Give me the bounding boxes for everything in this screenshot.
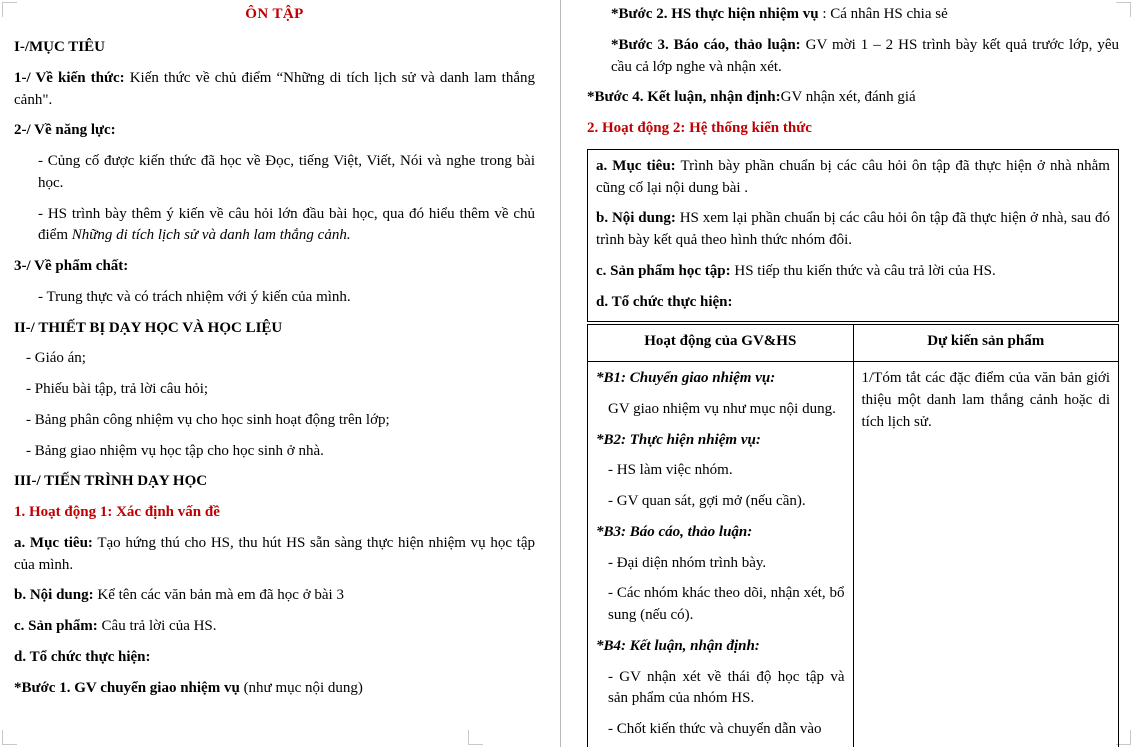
activity-1-step-4 (587, 87, 1119, 109)
label-activity-2-objective: a. Mục tiêu: (596, 157, 676, 174)
label-activity-2-content: b. Nội dung: (596, 210, 676, 227)
cell-b4-label: *B4: Kết luận, nhận định: (596, 637, 760, 654)
cell-b2-label: *B2: Thực hiện nhiệm vụ: (596, 431, 761, 448)
label-step-3: *Bước 3. Báo cáo, thảo luận: (611, 36, 801, 53)
label-activity-1-objective: a. Mục tiêu: (14, 534, 93, 551)
page-divider (560, 0, 561, 747)
table-header-row (588, 325, 1119, 362)
text-step-1: (như mục nội dung) (239, 679, 363, 696)
text-activity-2-objective: Trình bày phần chuẩn bị các câu hỏi ôn tập đã thực hiện ở nhà nhằm cũng cố lại nội dung bài . (596, 157, 1110, 196)
label-activity-1-product: c. Sản phẩm: (14, 618, 98, 634)
activity-1-product (14, 616, 535, 638)
equipment-item-3: - Bảng phân công nhiệm vụ cho học sinh hoạt động trên lớp; (26, 411, 390, 428)
activity-2-product (596, 261, 1110, 283)
label-activity-2-product: c. Sản phẩm học tập: (596, 262, 731, 279)
left-page-column (0, 0, 553, 747)
activity-1-objective (14, 533, 535, 577)
cell-b2-text-1: - HS làm việc nhóm. (608, 462, 733, 479)
activity-1-step-2 (587, 4, 1119, 26)
activity-1-content (14, 585, 535, 607)
activity-1-heading: 1. Hoạt động 1: Xác định vấn đề (14, 504, 220, 520)
cell-products-text: 1/Tóm tắt các đặc điểm của văn bản giới thiệu một danh lam thắng cảnh hoặc di tích lịch sử. (861, 370, 1110, 430)
activity-2-content (596, 208, 1110, 252)
section-heading-equipment: II-/ THIẾT BỊ DẠY HỌC VÀ HỌC LIỆU (14, 319, 283, 336)
text-step-2: : Cá nhân HS chia sẻ (818, 6, 948, 22)
activity-2-objective (596, 156, 1110, 200)
text-competence-2a: - HS trình bày thêm ý kiến về câu hỏi lớn đầu bài học, qua đó hiểu thêm về chủ điểm (38, 205, 535, 244)
text-competence-2b: Những di tích lịch sử và danh lam thắng cảnh. (71, 227, 351, 244)
cell-b2-text-2: - GV quan sát, gợi mở (nếu cần). (608, 493, 806, 509)
page-title: ÔN TẬP (245, 6, 304, 22)
cell-b1-label: *B1: Chuyển giao nhiệm vụ: (596, 370, 776, 386)
cell-b3-label: *B3: Báo cáo, thảo luận: (596, 523, 753, 540)
activity-2-outer-box (587, 149, 1119, 323)
paragraph-knowledge (14, 68, 535, 112)
table-header-activities: Hoạt động của GV&HS (588, 325, 854, 362)
label-step-2: *Bước 2. HS thực hiện nhiệm vụ (611, 6, 819, 22)
section-heading-process: III-/ TIẾN TRÌNH DẠY HỌC (14, 473, 208, 490)
equipment-item-4: - Bảng giao nhiệm vụ học tập cho học sinh ở nhà. (26, 442, 324, 459)
activity-2-table (587, 324, 1119, 747)
table-header-products: Dự kiến sản phẩm (853, 325, 1119, 362)
text-activity-1-objective: Tạo hứng thú cho HS, thu hút HS sẵn sàng thực hiện nhiệm vụ học tập của mình. (14, 534, 535, 573)
equipment-item-2: - Phiếu bài tập, trả lời câu hỏi; (26, 381, 209, 397)
label-knowledge: 1-/ Về kiến thức: (14, 69, 125, 86)
equipment-item-1: - Giáo án; (26, 350, 86, 367)
section-heading-objectives: I-/MỤC TIÊU (14, 39, 105, 55)
cell-b3-text-2: - Các nhóm khác theo dõi, nhận xét, bổ sung (nếu có). (608, 585, 845, 623)
activity-2-description-row (588, 149, 1119, 322)
label-activity-1-content: b. Nội dung: (14, 587, 94, 604)
text-step-4: GV nhận xét, đánh giá (780, 89, 916, 106)
activity-1-organization: d. Tổ chức thực hiện: (14, 648, 151, 665)
label-competence: 2-/ Về năng lực: (14, 122, 116, 139)
cell-b4-text-2: - Chốt kiến thức và chuyển dẫn vào (608, 721, 822, 737)
activity-2-description-cell (588, 149, 1119, 322)
label-step-4: *Bước 4. Kết luận, nhận định: (587, 89, 781, 106)
cell-b3-text-1: - Đại diện nhóm trình bày. (608, 554, 767, 571)
activity-2-heading: 2. Hoạt động 2: Hệ thống kiến thức (587, 120, 812, 136)
table-cell-activities (588, 362, 854, 747)
paragraph-competence-2 (14, 204, 535, 248)
activity-1-step-1 (14, 678, 535, 700)
text-activity-1-product: Câu trả lời của HS. (97, 618, 217, 634)
cell-b4-text-1: - GV nhận xét về thái độ học tập và sản phẩm của nhóm HS. (608, 668, 845, 707)
label-quality: 3-/ Về phẩm chất: (14, 258, 129, 274)
text-activity-2-content: HS xem lại phần chuẩn bị các câu hỏi ôn tập đã thực hiện ở nhà, sau đó trình bày kết quả theo hình thức nhóm đôi. (596, 210, 1110, 248)
right-page-column (573, 0, 1133, 747)
table-row (588, 362, 1119, 747)
activity-2-organization: d. Tổ chức thực hiện: (596, 293, 733, 310)
text-activity-1-content: Kể tên các văn bản mà em đã học ở bài 3 (93, 587, 344, 604)
activity-1-step-3 (587, 35, 1119, 79)
text-activity-2-product: HS tiếp thu kiến thức và câu trả lời của HS. (730, 262, 996, 279)
paragraph-competence-1: - Củng cố được kiến thức đã học về Đọc, tiếng Việt, Viết, Nói và nghe trong bài học. (38, 153, 535, 191)
table-cell-products (853, 362, 1119, 747)
text-knowledge: Kiến thức về chủ điểm “Những di tích lịch sử và danh lam thắng cảnh". (14, 69, 536, 108)
label-step-1: *Bước 1. GV chuyển giao nhiệm vụ (14, 679, 240, 696)
text-step-3: GV mời 1 – 2 HS trình bày kết quả trước lớp, yêu cầu cả lớp nghe và nhận xét. (611, 36, 1119, 75)
paragraph-quality: - Trung thực và có trách nhiệm với ý kiến của mình. (38, 288, 351, 305)
cell-b1-text: GV giao nhiệm vụ như mục nội dung. (608, 400, 836, 417)
